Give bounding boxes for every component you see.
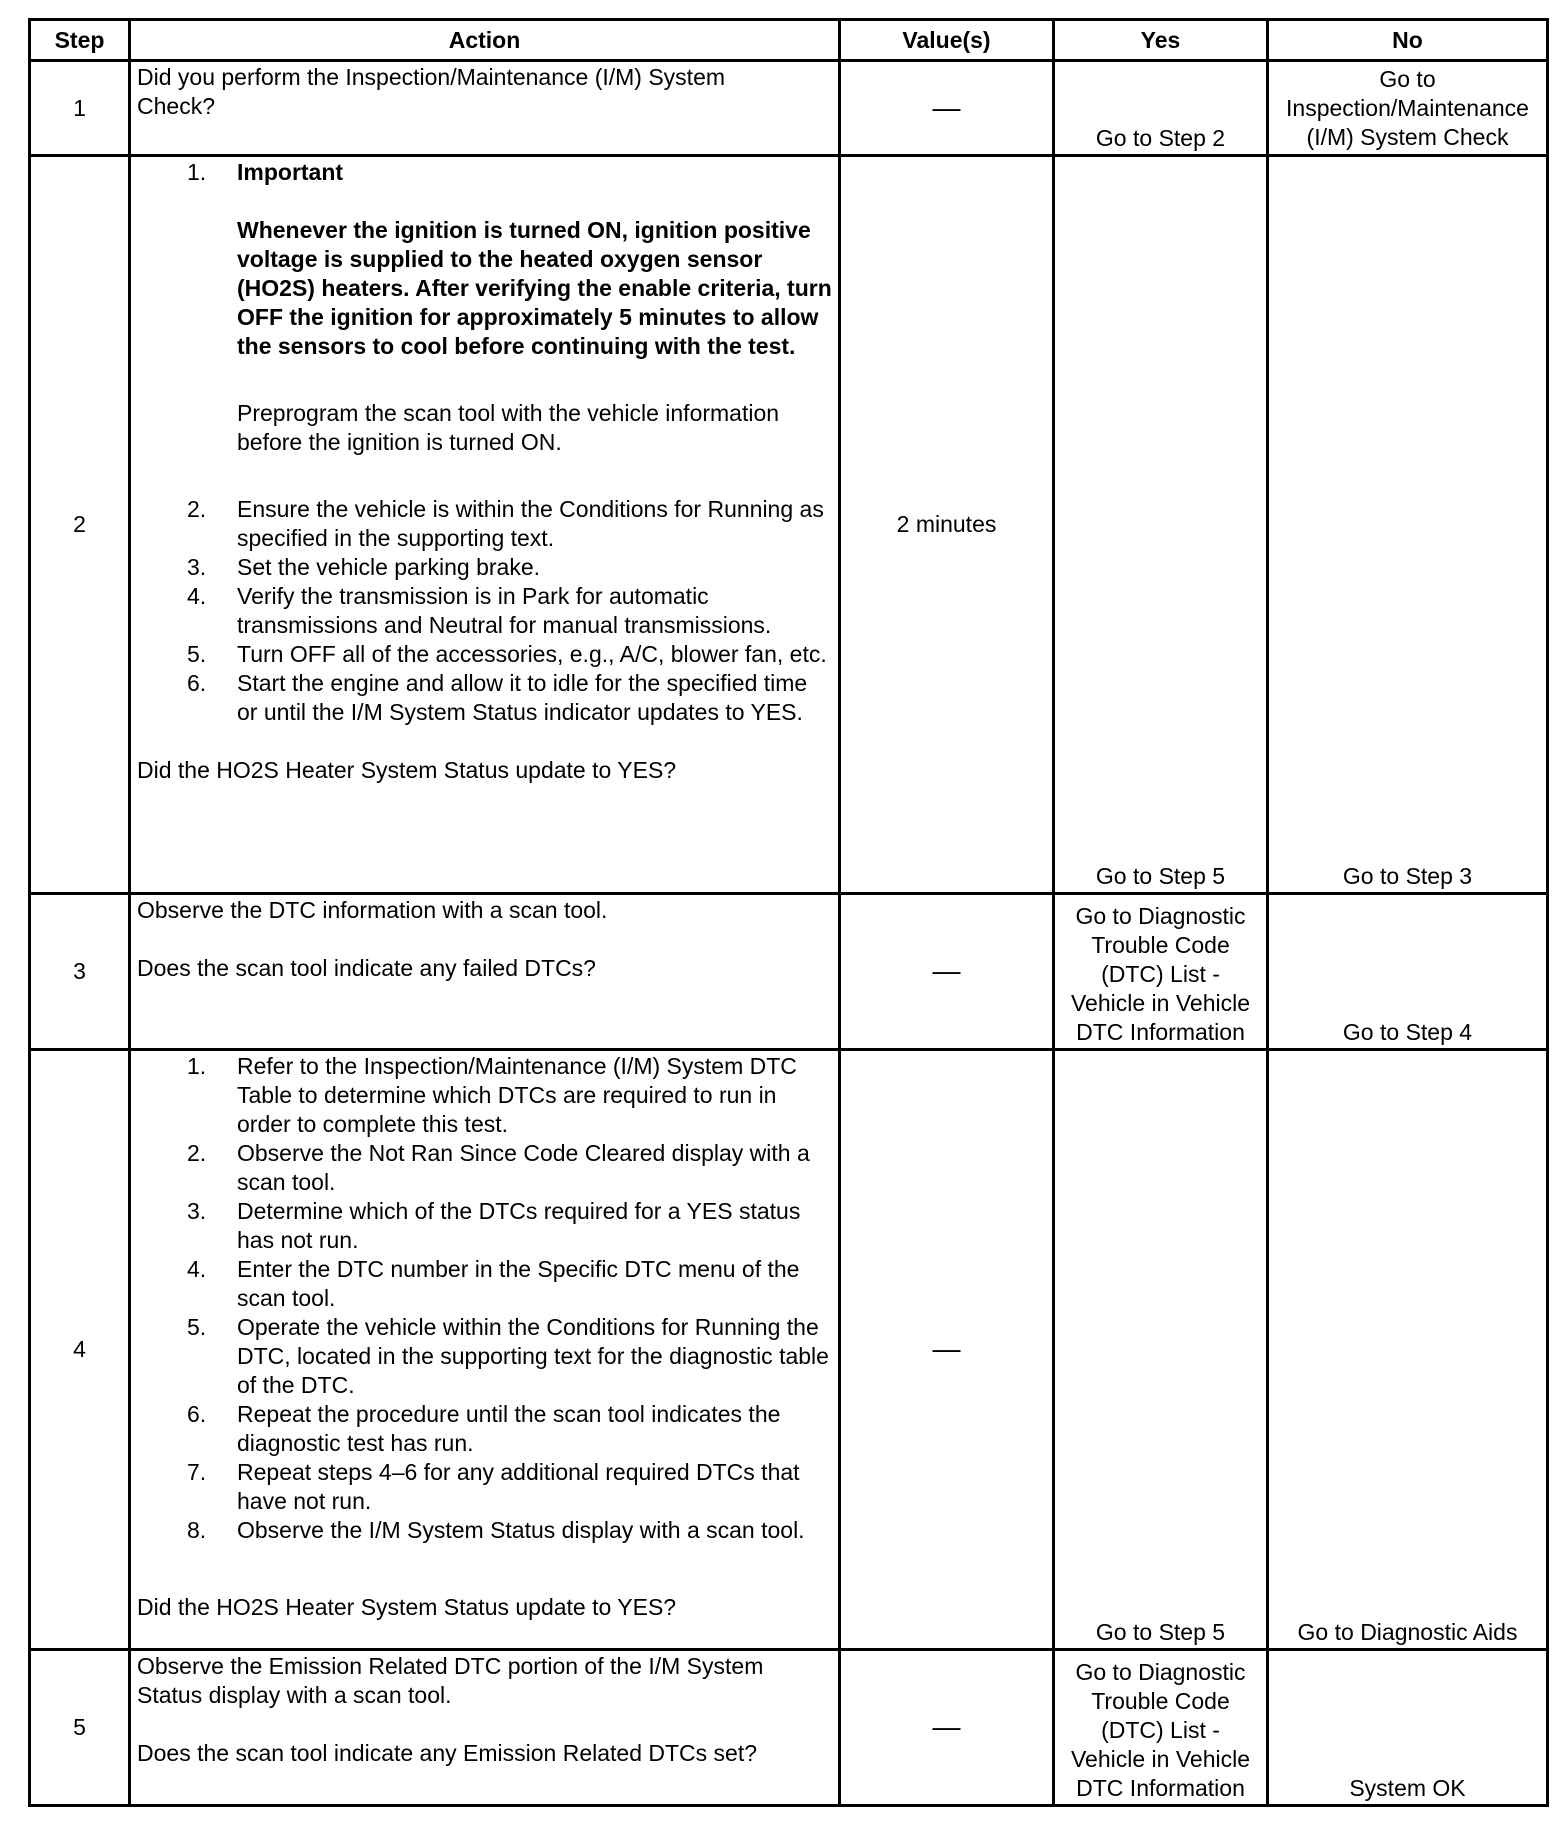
action-list [137, 1052, 832, 1545]
question-text: Did the HO2S Heater System Status update to YES? [137, 1594, 677, 1620]
list-item [137, 640, 832, 669]
step-number: 1 [30, 61, 130, 156]
list-item [137, 669, 832, 727]
diagnostic-table [28, 18, 1549, 1807]
step-number: 3 [30, 894, 130, 1050]
action-cell [130, 156, 840, 894]
list-number: 3. [187, 1198, 207, 1224]
list-text: Repeat the procedure until the scan tool indicates the diagnostic test has run. [237, 1401, 781, 1456]
action-list [137, 158, 832, 187]
yes-cell: Go to Step 5 [1054, 156, 1268, 894]
preprogram-text: Preprogram the scan tool with the vehicle information before the ignition is turned ON. [237, 400, 780, 455]
list-text: Start the engine and allow it to idle for the specified time or until the I/M System Status indicator updates to YES. [237, 670, 808, 725]
value-cell: 2 minutes [840, 156, 1054, 894]
table-row-step-3 [30, 894, 1548, 1050]
no-cell: Go to Inspection/Maintenance (I/M) System Check [1268, 61, 1548, 156]
yes-cell: Go to Step 5 [1054, 1050, 1268, 1650]
action-cell [130, 61, 840, 156]
list-text: Determine which of the DTCs required for a YES status has not run. [237, 1198, 801, 1253]
table-row-step-5 [30, 1650, 1548, 1806]
important-title: Important [237, 159, 344, 185]
list-text: Turn OFF all of the accessories, e.g., A/C, blower fan, etc. [237, 641, 827, 667]
list-item [137, 495, 832, 553]
action-text: Observe the Emission Related DTC portion of the I/M System Status display with a scan tool. [137, 1653, 764, 1708]
list-number: 4. [187, 1256, 207, 1282]
header-values: Value(s) [840, 20, 1054, 61]
list-item [137, 158, 832, 187]
step-number: 5 [30, 1650, 130, 1806]
list-item [137, 1458, 832, 1516]
spacer [137, 925, 832, 954]
yes-cell: Go to Diagnostic Trouble Code (DTC) List - Vehicle in Vehicle DTC Information [1054, 894, 1268, 1050]
list-item [137, 553, 832, 582]
yes-cell: Go to Diagnostic Trouble Code (DTC) List - Vehicle in Vehicle DTC Information [1054, 1650, 1268, 1806]
list-number: 5. [187, 641, 207, 667]
header-no: No [1268, 20, 1548, 61]
value-text: — [932, 1711, 961, 1742]
no-cell: Go to Step 4 [1268, 894, 1548, 1050]
spacer [137, 727, 832, 756]
list-number: 1. [187, 159, 207, 185]
value-text: — [932, 1333, 961, 1364]
no-cell: Go to Step 3 [1268, 156, 1548, 894]
action-cell [130, 1050, 840, 1650]
question-text: Did the HO2S Heater System Status update to YES? [137, 757, 677, 783]
list-text: Refer to the Inspection/Maintenance (I/M) System DTC Table to determine which DTCs are required to run in order to complete this test. [237, 1053, 797, 1137]
step-number: 4 [30, 1050, 130, 1650]
value-cell [840, 1050, 1054, 1650]
value-text: — [932, 955, 961, 986]
list-text: Set the vehicle parking brake. [237, 554, 541, 580]
list-number: 1. [187, 1053, 207, 1079]
spacer [137, 187, 832, 216]
list-number: 5. [187, 1314, 207, 1340]
table-row-step-2 [30, 156, 1548, 894]
value-text: — [932, 91, 961, 123]
list-text: Observe the Not Ran Since Code Cleared display with a scan tool. [237, 1140, 810, 1195]
yes-cell: Go to Step 2 [1054, 61, 1268, 156]
list-item [137, 1255, 832, 1313]
header-action: Action [130, 20, 840, 61]
list-text: Observe the I/M System Status display with a scan tool. [237, 1517, 805, 1543]
list-item [137, 1516, 832, 1545]
question-text: Does the scan tool indicate any failed DTCs? [137, 955, 596, 981]
list-text: Ensure the vehicle is within the Conditions for Running as specified in the supporting text. [237, 496, 824, 551]
list-number: 8. [187, 1517, 207, 1543]
action-cell [130, 894, 840, 1050]
list-item [137, 1313, 832, 1400]
list-number: 2. [187, 1140, 207, 1166]
spacer [137, 1710, 832, 1739]
list-item [137, 1139, 832, 1197]
list-number: 4. [187, 583, 207, 609]
header-yes: Yes [1054, 20, 1268, 61]
action-list [137, 495, 832, 727]
list-number: 3. [187, 554, 207, 580]
spacer [137, 457, 832, 495]
list-number: 7. [187, 1459, 207, 1485]
action-text: Observe the DTC information with a scan tool. [137, 897, 608, 923]
action-cell [130, 1650, 840, 1806]
table-row-step-4 [30, 1050, 1548, 1650]
value-cell [840, 894, 1054, 1050]
spacer [137, 361, 832, 399]
no-cell: Go to Diagnostic Aids [1268, 1050, 1548, 1650]
spacer [137, 1545, 832, 1593]
list-item [137, 1052, 832, 1139]
list-text: Enter the DTC number in the Specific DTC menu of the scan tool. [237, 1256, 800, 1311]
important-text: Whenever the ignition is turned ON, ignition positive voltage is supplied to the heated oxygen sensor (HO2S) heaters. After verifying the enable criteria, turn OFF the ignition for approximately 5 minutes to allow the sensors to cool before continuing with the test. [237, 217, 832, 359]
question-text: Does the scan tool indicate any Emission Related DTCs set? [137, 1740, 758, 1766]
list-text: Operate the vehicle within the Conditions for Running the DTC, located in the supporting text for the diagnostic table of the DTC. [237, 1314, 829, 1398]
value-cell [840, 61, 1054, 156]
list-number: 2. [187, 496, 207, 522]
list-item [137, 1197, 832, 1255]
list-number: 6. [187, 1401, 207, 1427]
header-step: Step [30, 20, 130, 61]
list-number: 6. [187, 670, 207, 696]
list-text: Repeat steps 4–6 for any additional required DTCs that have not run. [237, 1459, 800, 1514]
action-text: Did you perform the Inspection/Maintenance (I/M) System Check? [137, 64, 726, 119]
no-cell: System OK [1268, 1650, 1548, 1806]
list-item [137, 1400, 832, 1458]
table-row-step-1 [30, 61, 1548, 156]
step-number: 2 [30, 156, 130, 894]
header-row [30, 20, 1548, 61]
list-item [137, 582, 832, 640]
list-text: Verify the transmission is in Park for automatic transmissions and Neutral for manual transmissions. [237, 583, 772, 638]
value-cell [840, 1650, 1054, 1806]
